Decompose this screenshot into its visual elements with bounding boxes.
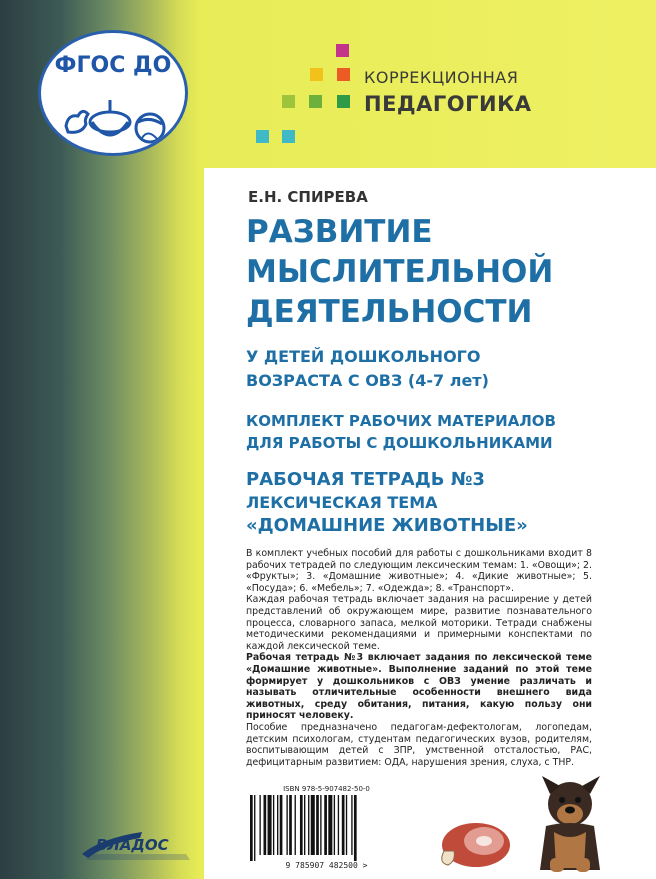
- isbn-barcode-block: [244, 785, 409, 873]
- workbook-topic-label: ЛЕКСИЧЕСКАЯ ТЕМА: [246, 493, 438, 512]
- description-paragraph: Каждая рабочая тетрадь включает задания на расширение у детей представлений об окружающем мире, развитие познавательного процесса, словарного запаса, мелкой моторики. Тетради снабжены методическими рекомендациями и примерными конспектами по каждой лексической теме.: [246, 594, 592, 652]
- workbook-topic: «ДОМАШНИЕ ЖИВОТНЫЕ»: [246, 515, 528, 536]
- series-name-line1: КОРРЕКЦИОННАЯ: [364, 68, 519, 87]
- title-line: РАЗВИТИЕ: [246, 214, 433, 250]
- subtitle-line: У ДЕТЕЙ ДОШКОЛЬНОГО: [246, 347, 481, 366]
- square-green2: [309, 95, 322, 108]
- barcode-bar: [338, 795, 339, 855]
- barcode-bar: [273, 795, 274, 855]
- barcode-bar: [308, 795, 309, 855]
- description: [246, 548, 592, 768]
- isbn-label: ISBN 978-5-907482-50-0: [283, 785, 370, 793]
- square-magenta: [336, 44, 349, 57]
- subtitle-age: [246, 345, 489, 393]
- barcode-bar: [286, 795, 287, 855]
- workbook-number: РАБОЧАЯ ТЕТРАДЬ №3: [246, 469, 485, 490]
- barcode-bar: [334, 795, 335, 855]
- barcode-bar: [346, 795, 347, 855]
- barcode-bar: [320, 795, 321, 855]
- barcode-bar: [328, 795, 332, 855]
- book-title: [246, 212, 553, 332]
- barcode-bar: [342, 795, 345, 855]
- barcode-digits: 9 785907 482500 >: [285, 861, 368, 870]
- title-line: МЫСЛИТЕЛЬНОЙ: [246, 254, 554, 290]
- ham-illustration: [436, 805, 522, 873]
- barcode-bar: [304, 795, 305, 855]
- ball-icon: [136, 114, 164, 142]
- subtitle-line: КОМПЛЕКТ РАБОЧИХ МАТЕРИАЛОВ: [246, 412, 556, 430]
- barcode-bar: [264, 795, 267, 855]
- barcode-bar: [277, 795, 278, 855]
- fgos-badge: [38, 30, 188, 156]
- description-paragraph: Пособие предназначено педагогам-дефектологам, логопедам, детским психологам, студентам педагогических вузов, родителям, воспитывающим детей с ЗПР, умственной отсталостью, РАС, дефицитарным развитием: ОДА, нарушения зрения, слуха, с ТНР.: [246, 721, 592, 768]
- dog-illustration: [520, 770, 620, 876]
- square-orange: [337, 68, 350, 81]
- barcode-bar: [311, 795, 315, 855]
- description-paragraph: В комплект учебных пособий для работы с дошкольниками входит 8 рабочих тетрадей по следующим лексическим темам: 1. «Овощи»; 2. «Фрукты»; 3. «Домашние животные»; 4. «Дикие животные»; 5. «Посуда»; 6. «Мебель»; 7. «Одежда»; 8. «Транспорт».: [246, 548, 592, 594]
- spinning-top-icon: [90, 100, 130, 135]
- description-paragraph: Рабочая тетрадь №3 включает задания по лексической теме «Домашние животные». Выполнение заданий по этой теме формирует у дошкольников с ОВЗ умение различать и называть отличительные особенности внешнего вида животных, среду обитания, питания, какую пользу они приносят человеку.: [246, 652, 592, 722]
- barcode-bar: [300, 795, 303, 855]
- series-name-line2: ПЕДАГОГИКА: [364, 92, 532, 116]
- barcode-bar: [354, 795, 357, 861]
- toy-icons: [38, 30, 188, 156]
- subtitle-line: ВОЗРАСТА С ОВЗ (4-7 лет): [246, 371, 489, 390]
- barcode-bar: [268, 795, 272, 855]
- barcode-bar: [289, 795, 292, 855]
- barcode: [246, 795, 406, 861]
- barcode-bar: [316, 795, 319, 855]
- square-green1: [282, 95, 295, 108]
- subtitle-line: ДЛЯ РАБОТЫ С ДОШКОЛЬНИКАМИ: [246, 434, 553, 452]
- duck-icon: [66, 111, 88, 132]
- workbook-heading: [246, 468, 528, 537]
- barcode-bar: [295, 795, 296, 855]
- title-line: ДЕЯТЕЛЬНОСТИ: [246, 294, 533, 330]
- publisher-name: ВЛАДОС: [96, 836, 169, 854]
- square-teal2: [282, 130, 295, 143]
- square-yellow: [310, 68, 323, 81]
- author: Е.Н. СПИРЕВА: [248, 188, 368, 206]
- barcode-bar: [259, 795, 260, 855]
- barcode-bar: [280, 795, 283, 855]
- barcode-bar: [250, 795, 253, 861]
- subtitle-kit: [246, 410, 556, 454]
- barcode-bar: [254, 795, 255, 861]
- square-teal1: [256, 130, 269, 143]
- square-green3: [337, 95, 350, 108]
- barcode-bar: [324, 795, 327, 855]
- barcode-bar: [351, 795, 352, 855]
- fgos-badge-label: ФГОС ДО: [54, 53, 172, 78]
